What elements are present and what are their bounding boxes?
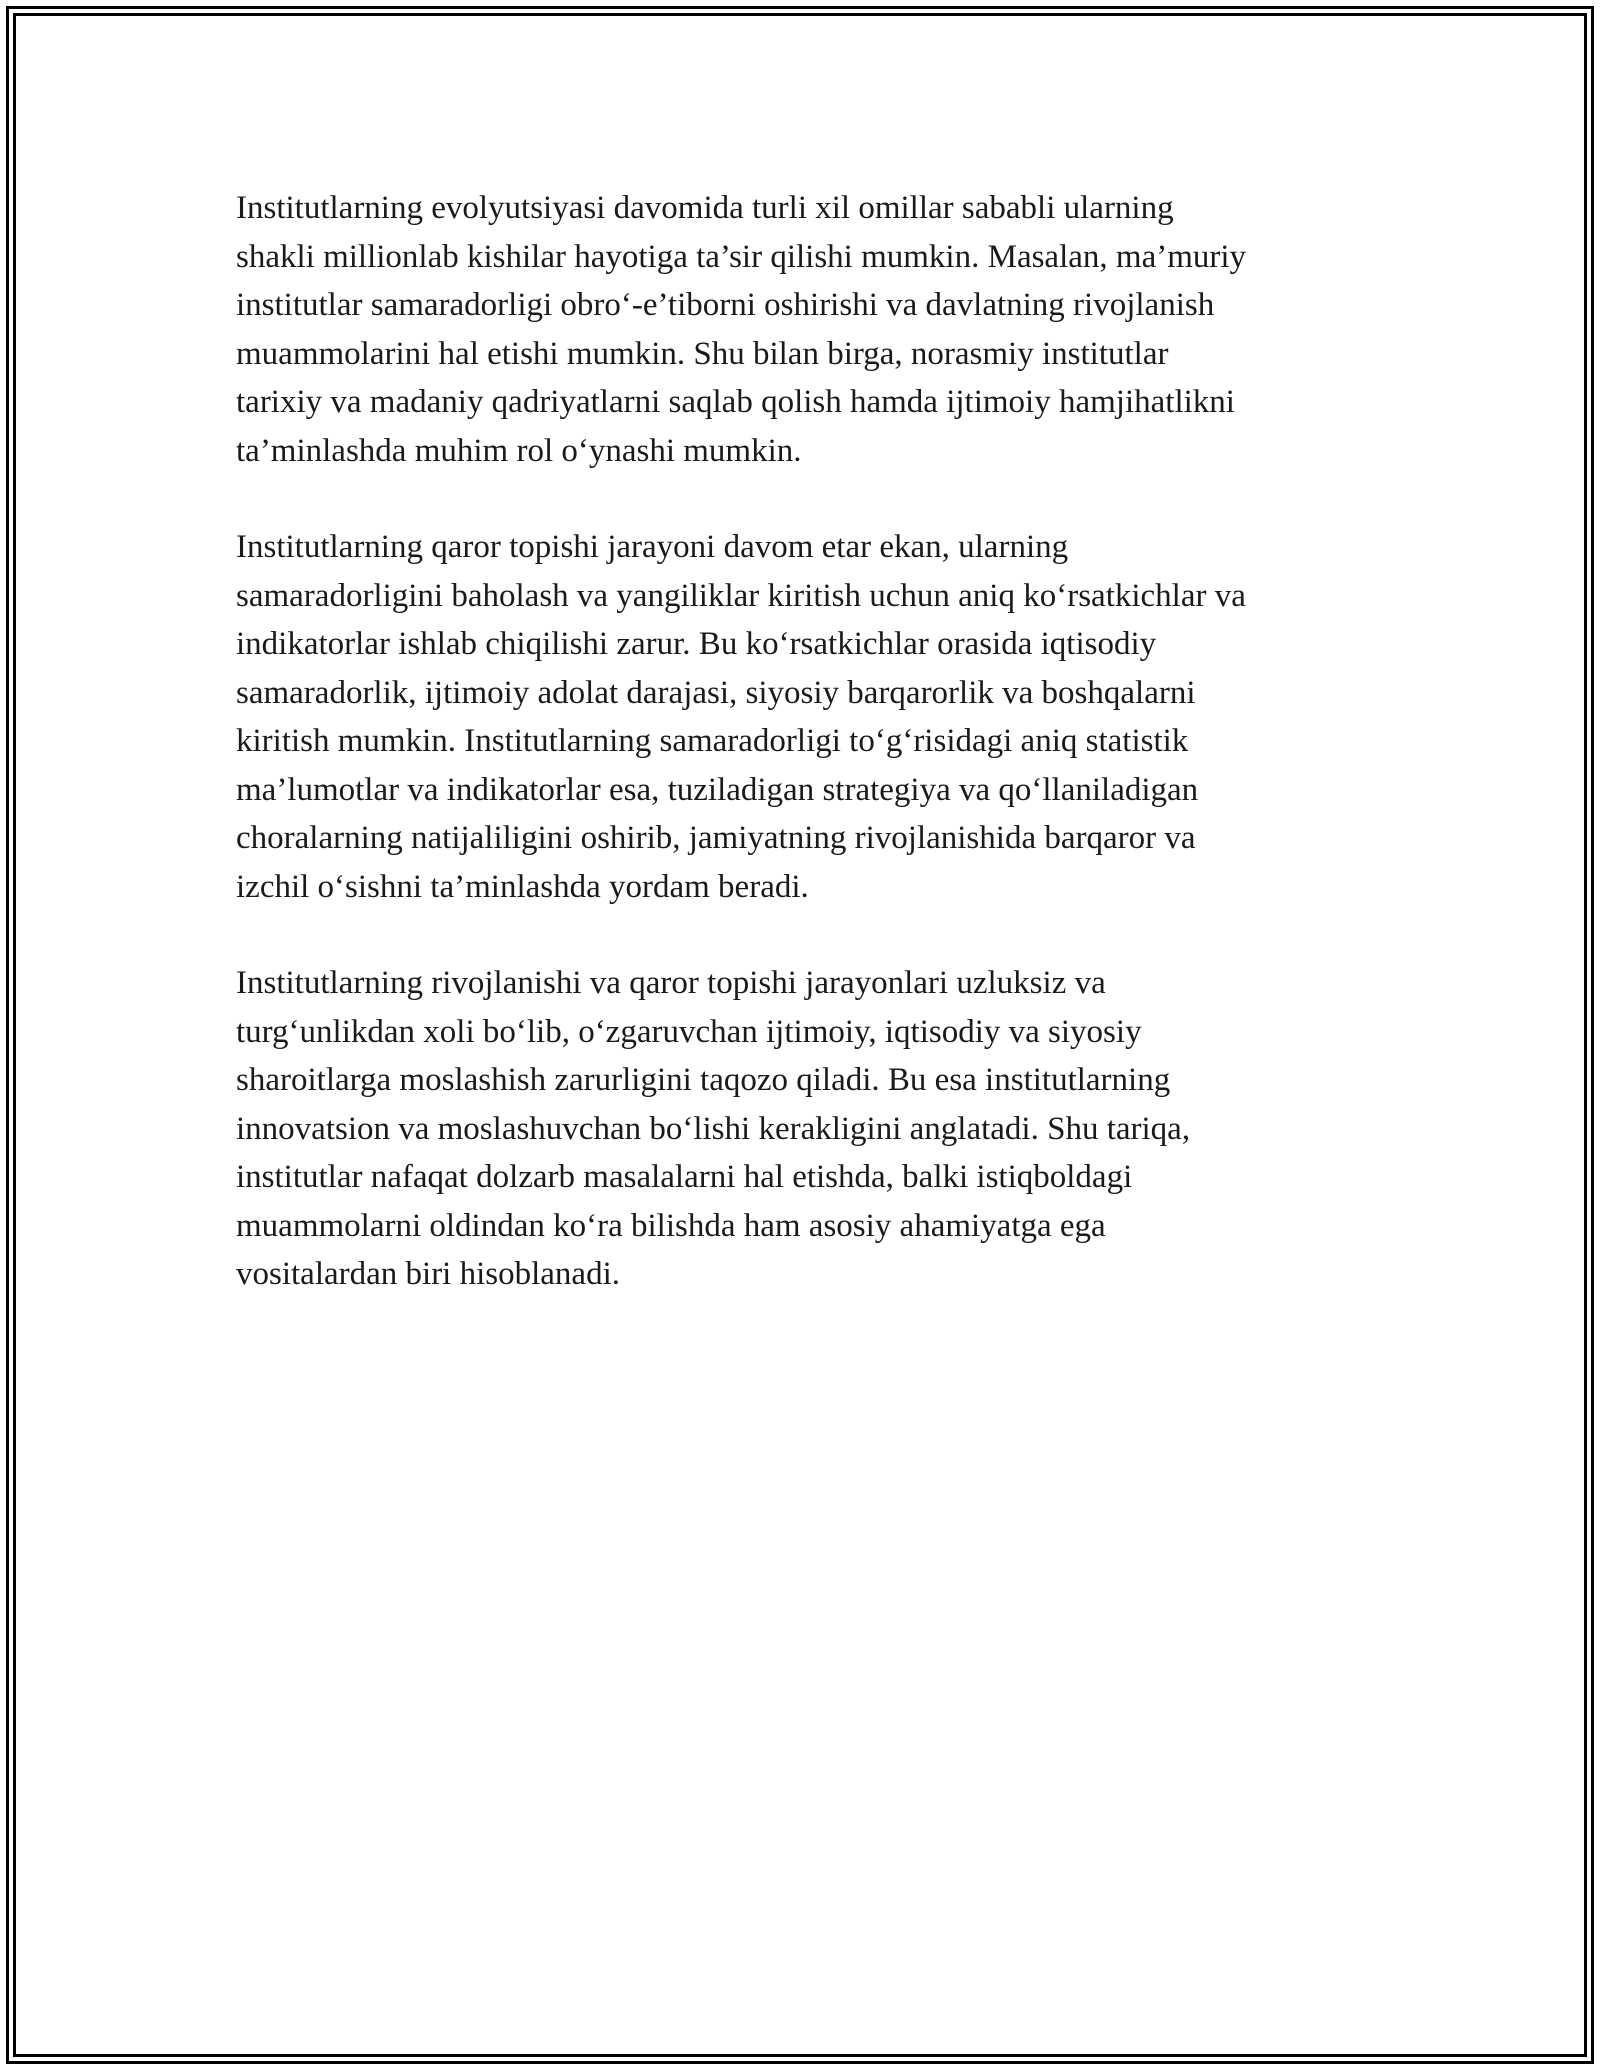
paragraph-line: Institutlarning qaror topishi jarayoni davom etar ekan, ularning [236,529,1069,565]
paragraph-line: Institutlarning rivojlanishi va qaror topishi jarayonlari uzluksiz va [236,965,1106,1001]
document-body [236,184,1366,1347]
paragraph-line: sharoitlarga moslashish zarurligini taqozo qiladi. Bu esa institutlarning [236,1062,1171,1098]
paragraph-line: muammolarini hal etishi mumkin. Shu bilan birga, norasmiy institutlar [236,335,1169,372]
paragraph-3 [236,959,1366,1299]
paragraph-line: samaradorligini baholash va yangiliklar kiritish uchun aniq ko‘rsatkichlar va [236,577,1246,614]
paragraph-line: kiritish mumkin. Institutlarning samaradorligi to‘g‘risidagi aniq statistik [236,723,1189,759]
paragraph-line: institutlar nafaqat dolzarb masalalarni hal etishda, balki istiqboldagi [236,1159,1133,1195]
paragraph-line: choralarning natijaliligini oshirib, jamiyatning rivojlanishida barqaror va [236,820,1196,856]
paragraph-line: tarixiy va madaniy qadriyatlarni saqlab qolish hamda ijtimoiy hamjihatlikni [236,384,1235,420]
paragraph-line: turg‘unlikdan xoli bo‘lib, o‘zgaruvchan ijtimoiy, iqtisodiy va siyosiy [236,1013,1142,1050]
paragraph-line: institutlar samaradorligi obro‘-e’tiborni oshirishi va davlatning rivojlanish [236,287,1215,323]
paragraph-line: vositalardan biri hisoblanadi. [236,1256,620,1292]
paragraph-line: innovatsion va moslashuvchan bo‘lishi kerakligini anglatadi. Shu tariqa, [236,1110,1191,1147]
paragraph-line: izchil o‘sishni ta’minlashda yordam beradi. [236,868,809,905]
paragraph-2 [236,523,1366,911]
paragraph-line: samaradorlik, ijtimoiy adolat darajasi, siyosiy barqarorlik va boshqalarni [236,674,1196,711]
paragraph-line: ma’lumotlar va indikatorlar esa, tuziladigan strategiya va qo‘llaniladigan [236,771,1199,808]
paragraph-line: shakli millionlab kishilar hayotiga ta’sir qilishi mumkin. Masalan, ma’muriy [236,238,1247,275]
paragraph-1 [236,184,1366,475]
paragraph-line: ta’minlashda muhim rol o‘ynashi mumkin. [236,432,802,469]
paragraph-line: Institutlarning evolyutsiyasi davomida turli xil omillar sababli ularning [236,190,1174,226]
paragraph-line: muammolarni oldindan ko‘ra bilishda ham asosiy ahamiyatga ega [236,1207,1106,1244]
paragraph-line: indikatorlar ishlab chiqilishi zarur. Bu ko‘rsatkichlar orasida iqtisodiy [236,626,1157,662]
